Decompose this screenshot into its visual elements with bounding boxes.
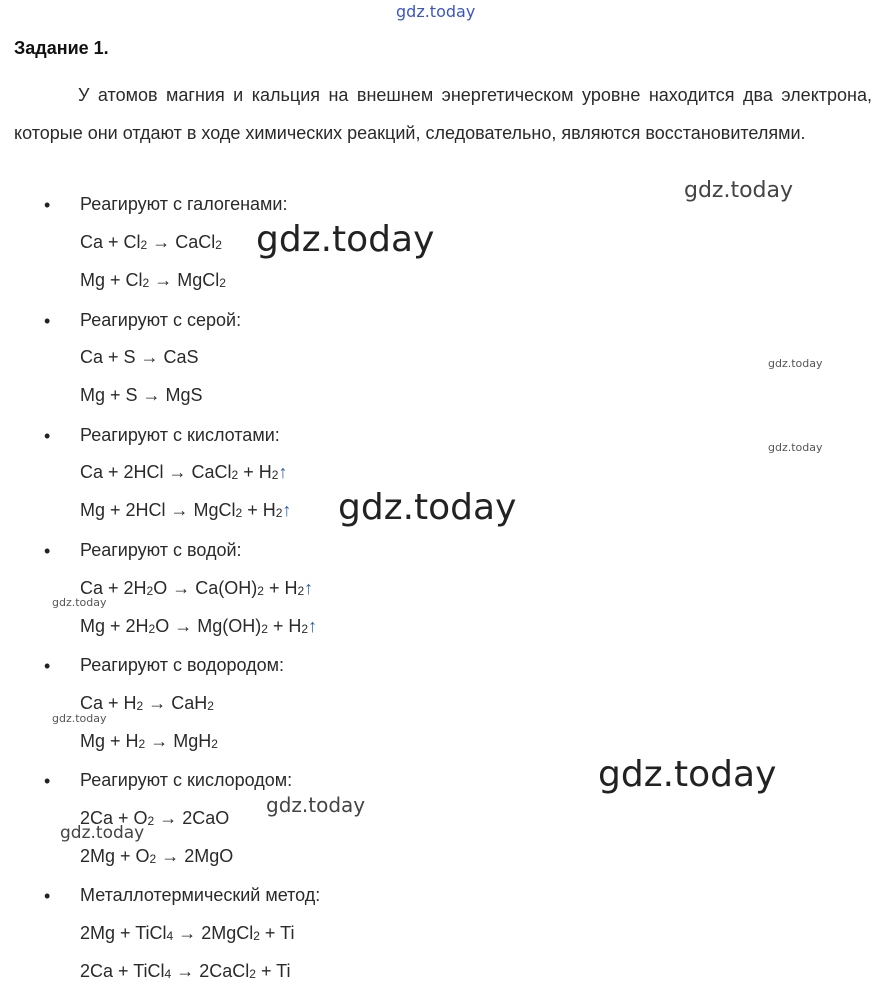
equation: 2Ca + TiCl4 → 2CaCl2 + Ti <box>80 961 291 981</box>
section-heading: Реагируют с галогенами: <box>80 194 288 214</box>
equation: Mg + 2H2O → Mg(OH)2 + H2↑ <box>80 616 318 636</box>
bullet-icon: • <box>44 886 51 906</box>
equation: Ca + 2H2O → Ca(OH)2 + H2↑ <box>80 578 314 598</box>
equation: Ca + S → CaS <box>80 347 199 367</box>
bullet-icon: • <box>44 541 51 561</box>
bullet-icon: • <box>44 426 51 446</box>
equation: Ca + H2 → CaH2 <box>80 693 214 713</box>
watermark: gdz.today <box>266 793 366 817</box>
section-heading: Металлотермический метод: <box>80 885 321 905</box>
equation: 2Mg + O2 → 2MgO <box>80 846 234 866</box>
watermark: gdz.today <box>256 219 435 260</box>
equation: Mg + H2 → MgH2 <box>80 731 218 751</box>
equation: Ca + 2HCl → CaCl2 + H2↑ <box>80 462 288 482</box>
equation: 2Ca + O2 → 2CaO <box>80 808 230 828</box>
bullet-icon: • <box>44 656 51 676</box>
section-heading: Реагируют с водой: <box>80 540 242 560</box>
watermark: gdz.today <box>598 754 777 795</box>
bullet-icon: • <box>44 311 51 331</box>
section-heading: Реагируют с кислородом: <box>80 770 293 790</box>
watermark: gdz.today <box>52 596 107 609</box>
watermark: gdz.today <box>768 357 823 370</box>
watermark: gdz.today <box>52 712 107 725</box>
watermark: gdz.today <box>60 823 145 843</box>
section-heading: Реагируют с серой: <box>80 310 242 330</box>
equation: Mg + 2HCl → MgCl2 + H2↑ <box>80 500 292 520</box>
equation: Mg + S → MgS <box>80 385 203 405</box>
bullet-icon: • <box>44 195 51 215</box>
section-heading: Реагируют с водородом: <box>80 655 285 675</box>
watermark-top: gdz.today <box>396 2 476 21</box>
watermark: gdz.today <box>338 487 517 528</box>
equation: Ca + Cl2 → CaCl2 <box>80 232 222 252</box>
watermark: gdz.today <box>768 441 823 454</box>
intro-paragraph: У атомов магния и кальция на внешнем энергетическом уровне находится два электрона, которые они отдают в ходе химических реакций, следовательно, являются восстановителями. <box>14 85 872 143</box>
task-title: Задание 1. <box>14 38 109 58</box>
bullet-icon: • <box>44 771 51 791</box>
equation: Mg + Cl2 → MgCl2 <box>80 270 226 290</box>
equation: 2Mg + TiCl4 → 2MgCl2 + Ti <box>80 923 295 943</box>
watermark: gdz.today <box>684 178 794 203</box>
section-heading: Реагируют с кислотами: <box>80 425 280 445</box>
